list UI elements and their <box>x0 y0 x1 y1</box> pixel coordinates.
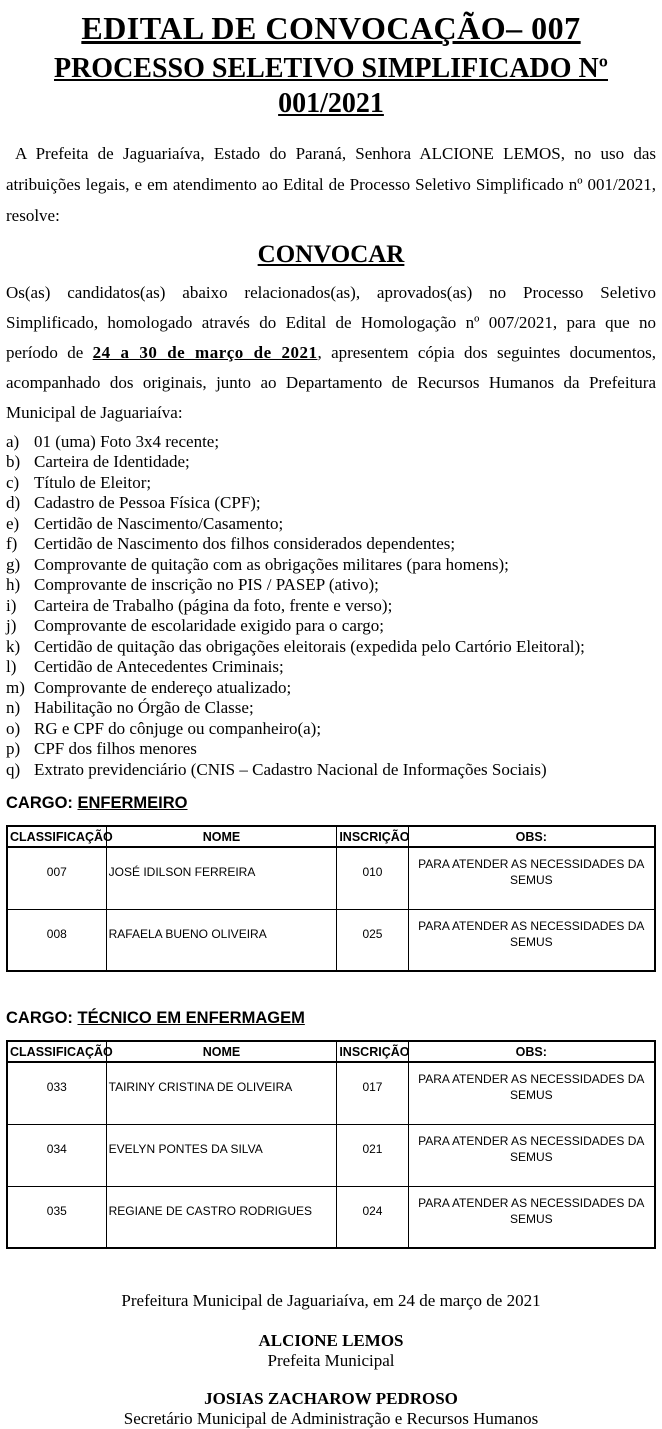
document-list-item <box>6 616 656 637</box>
convocation-text-after: , apresentem cópia dos seguintes documentos, acompanhado dos originais, junto ao Departamento de Recursos Humanos da Prefeitura Municipal de Jaguariaíva: <box>6 342 656 422</box>
list-item-marker: j) <box>6 616 17 635</box>
table-header-row <box>7 1041 655 1062</box>
list-item-text: RG e CPF do cônjuge ou companheiro(a); <box>34 718 322 738</box>
signature-block <box>6 1291 656 1429</box>
list-item-marker: m) <box>6 677 25 697</box>
table-row <box>7 909 655 971</box>
document-list-item <box>6 739 656 760</box>
cell-classificacao: 034 <box>7 1124 106 1186</box>
table-row <box>7 1186 655 1248</box>
document-list-item <box>6 514 656 535</box>
document-list-item <box>6 719 656 740</box>
document-list-item <box>6 493 656 514</box>
convocation-text-before: Os(as) candidatos(as) abaixo relacionados(as), aprovados(as) no Processo Seletivo Simplificado, homologado através do Edital de Homologação nº 007/2021, para que no período de <box>6 282 656 362</box>
cell-inscricao: 017 <box>337 1062 408 1124</box>
table-row <box>7 847 655 909</box>
list-item-marker: a) <box>6 431 20 451</box>
intro-paragraph: A Prefeita de Jaguariaíva, Estado do Paraná, Senhora ALCIONE LEMOS, no uso das atribuições legais, e em atendimento ao Edital de Processo Seletivo Simplificado nº 001/2021, resolve: <box>6 144 656 225</box>
secretary-name: JOSIAS ZACHAROW PEDROSO <box>204 1389 458 1408</box>
document-list-item <box>6 473 656 494</box>
list-item-text: Comprovante de quitação com as obrigações militares (para homens); <box>34 554 509 574</box>
cell-obs: PARA ATENDER AS NECESSIDADES DA SEMUS <box>408 1186 655 1248</box>
list-item-text: Carteira de Trabalho (página da foto, frente e verso); <box>34 595 393 615</box>
list-item-marker: n) <box>6 698 21 717</box>
list-item-text: Certidão de Nascimento dos filhos considerados dependentes; <box>34 534 456 553</box>
document-list-item <box>6 637 656 658</box>
list-item-marker: p) <box>6 739 21 758</box>
document-title: EDITAL DE CONVOCAÇÃO– 007 <box>81 10 581 46</box>
cargo-label: CARGO: <box>6 794 78 812</box>
cell-nome: REGIANE DE CASTRO RODRIGUES <box>106 1186 337 1248</box>
list-item-marker: c) <box>6 472 20 492</box>
table-header-cell: CLASSIFICAÇÃO <box>7 826 106 847</box>
table-header-cell: INSCRIÇÃO <box>337 1041 408 1062</box>
list-item-text: 01 (uma) Foto 3x4 recente; <box>34 431 220 451</box>
list-item-marker: q) <box>6 759 21 779</box>
list-item-marker: l) <box>6 657 17 676</box>
list-item-marker: h) <box>6 575 21 594</box>
list-item-marker: b) <box>6 452 21 471</box>
list-item-text: Título de Eleitor; <box>34 472 152 492</box>
cell-nome: EVELYN PONTES DA SILVA <box>106 1124 337 1186</box>
cargo-heading <box>6 793 656 813</box>
list-item-text: Certidão de quitação das obrigações eleitorais (expedida pelo Cartório Eleitoral); <box>34 636 585 656</box>
list-item-text: Habilitação no Órgão de Classe; <box>34 698 254 717</box>
table-header-cell: NOME <box>106 1041 337 1062</box>
list-item-marker: d) <box>6 493 21 512</box>
cell-inscricao: 024 <box>337 1186 408 1248</box>
table-header-cell: NOME <box>106 826 337 847</box>
document-list-item <box>6 555 656 576</box>
cell-nome: TAIRINY CRISTINA DE OLIVEIRA <box>106 1062 337 1124</box>
list-item-marker: g) <box>6 554 21 574</box>
cell-obs: PARA ATENDER AS NECESSIDADES DA SEMUS <box>408 909 655 971</box>
table-header-cell: OBS: <box>408 1041 655 1062</box>
list-item-text: Comprovante de endereço atualizado; <box>34 677 292 697</box>
list-item-text: Certidão de Antecedentes Criminais; <box>34 657 284 676</box>
cell-inscricao: 025 <box>337 909 408 971</box>
document-list-item <box>6 678 656 699</box>
list-item-text: Comprovante de escolaridade exigido para o cargo; <box>34 616 384 635</box>
list-item-marker: f) <box>6 534 18 553</box>
cell-obs: PARA ATENDER AS NECESSIDADES DA SEMUS <box>408 1124 655 1186</box>
list-item-text: Comprovante de inscrição no PIS / PASEP (ativo); <box>34 575 379 594</box>
cargo-label: CARGO: <box>6 1009 78 1027</box>
list-item-text: Extrato previdenciário (CNIS – Cadastro Nacional de Informações Sociais) <box>34 759 547 779</box>
candidates-table <box>6 825 656 972</box>
candidates-table <box>6 1040 656 1249</box>
cell-classificacao: 035 <box>7 1186 106 1248</box>
cell-inscricao: 021 <box>337 1124 408 1186</box>
list-item-text: Certidão de Nascimento/Casamento; <box>34 513 284 533</box>
cell-obs: PARA ATENDER AS NECESSIDADES DA SEMUS <box>408 847 655 909</box>
document-list-item <box>6 698 656 719</box>
document-subtitle: PROCESSO SELETIVO SIMPLIFICADO Nº 001/2021 <box>53 53 608 119</box>
convocation-paragraph <box>6 278 656 428</box>
list-item-text: Carteira de Identidade; <box>34 452 190 471</box>
cell-classificacao: 007 <box>7 847 106 909</box>
list-item-text: Cadastro de Pessoa Física (CPF); <box>34 493 261 512</box>
cargo-name: TÉCNICO EM ENFERMAGEM <box>77 1009 305 1027</box>
documents-list <box>6 432 656 781</box>
document-list-item <box>6 657 656 678</box>
table-row <box>7 1124 655 1186</box>
list-item-marker: e) <box>6 513 20 533</box>
cell-nome: RAFAELA BUENO OLIVEIRA <box>106 909 337 971</box>
list-item-text: CPF dos filhos menores <box>34 739 197 758</box>
cell-inscricao: 010 <box>337 847 408 909</box>
table-header-row <box>7 826 655 847</box>
table-header-cell: OBS: <box>408 826 655 847</box>
convocation-period-highlight: 24 a 30 de março de 2021 <box>92 342 318 362</box>
document-list-item <box>6 760 656 781</box>
list-item-marker: o) <box>6 718 21 738</box>
document-list-item <box>6 596 656 617</box>
table-header-cell: CLASSIFICAÇÃO <box>7 1041 106 1062</box>
mayor-title: Prefeita Municipal <box>267 1351 395 1370</box>
secretary-title: Secretário Municipal de Administração e Recursos Humanos <box>123 1409 539 1428</box>
document-list-item <box>6 452 656 473</box>
cargo-sections <box>6 793 656 1249</box>
cell-classificacao: 008 <box>7 909 106 971</box>
document-list-item <box>6 432 656 453</box>
list-item-marker: i) <box>6 595 17 615</box>
list-item-marker: k) <box>6 636 21 656</box>
table-header-cell: INSCRIÇÃO <box>337 826 408 847</box>
cargo-heading <box>6 1008 656 1028</box>
cargo-name: ENFERMEIRO <box>77 794 188 812</box>
date-place-line: Prefeitura Municipal de Jaguariaíva, em 24 de março de 2021 <box>121 1291 541 1310</box>
cell-nome: JOSÉ IDILSON FERREIRA <box>106 847 337 909</box>
mayor-name: ALCIONE LEMOS <box>258 1331 404 1350</box>
convocar-heading: CONVOCAR <box>257 241 405 268</box>
cell-classificacao: 033 <box>7 1062 106 1124</box>
document-list-item <box>6 534 656 555</box>
table-row <box>7 1062 655 1124</box>
document-list-item <box>6 575 656 596</box>
cell-obs: PARA ATENDER AS NECESSIDADES DA SEMUS <box>408 1062 655 1124</box>
